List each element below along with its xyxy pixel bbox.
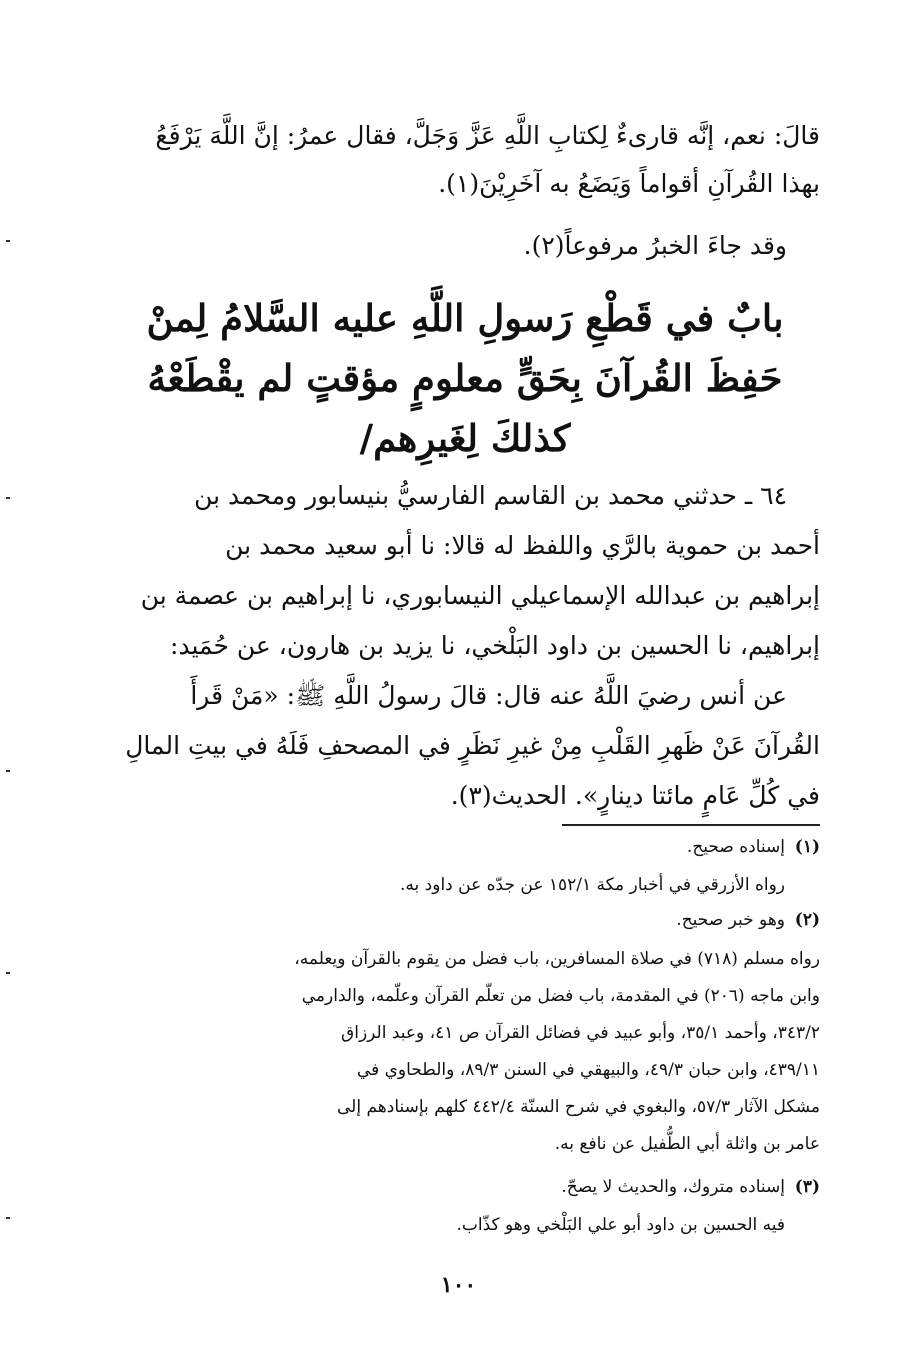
hadith-line: عن أنس رضيَ اللَّهُ عنه قال: قالَ رسولُ اللَّهِ ﷺ: «مَنْ قَرأَ	[190, 681, 787, 710]
footnote-line: مشكل الآثار ٥٧/٣، والبغوي في شرح السنّة ٤٤٢/٤ كلهم بإسنادهم إلى	[337, 1097, 820, 1117]
footnote-mark: (٣)	[794, 1177, 820, 1197]
scan-mark	[6, 240, 10, 242]
chapter-title-line: كذلكَ لِغَيرِهم/	[359, 416, 571, 460]
hadith-line: أحمد بن حموية بالرَّي واللفظ له قالا: نا أبو سعيد محمد بن	[225, 531, 820, 560]
page-number: ١٠٠	[440, 1272, 477, 1298]
footnote-mark: (٢)	[794, 910, 820, 930]
hadith-line: في كُلِّ عَامٍ مائتا دينارٍ». الحديث(٣).	[450, 781, 820, 810]
chapter-title-line: حَفِظَ القُرآنَ بِحَقٍّ معلومٍ مؤقتٍ لم يقْطَعْهُ	[147, 356, 783, 400]
footnote-line: رواه مسلم (٧١٨) في صلاة المسافرين، باب فضل من يقوم بالقرآن ويعلمه،	[294, 949, 820, 969]
text-line: بهذا القُرآنِ أقواماً وَيَضَعُ به آخَرِيْنَ(١).	[438, 169, 820, 198]
footnote-line: ٤٣٩/١١، وابن حبان ٤٩/٣، والبيهقي في السنن ٨٩/٣، والطحاوي في	[356, 1060, 820, 1080]
footnote-line: ٣٤٣/٢، وأحمد ٣٥/١، وأبو عبيد في فضائل القرآن ص ٤١، وعبد الرزاق	[341, 1023, 820, 1043]
hadith-line: ٦٤ ـ حدثني محمد بن القاسم الفارسيُّ بنيسابور ومحمد بن	[194, 481, 787, 510]
footnote-line: فيه الحسين بن داود أبو علي البَلْخي وهو كذّاب.	[456, 1215, 785, 1235]
footnote-line: إسناده صحيح.	[686, 837, 785, 857]
text-line: قالَ: نعم، إنَّه قارىءٌ لِكتابِ اللَّهِ عَزَّ وَجَلَّ، فقال عمرُ: إنَّ اللَّهَ يَرْفَعُ	[155, 121, 820, 150]
chapter-title-line: بابٌ في قَطْعِ رَسولِ اللَّهِ عليه السَّلامُ لِمنْ	[146, 296, 784, 340]
footnote-line: عامر بن واثلة أبي الطُّفيل عن نافع به.	[554, 1134, 820, 1154]
scan-mark	[6, 770, 10, 772]
text-line: وقد جاءَ الخبرُ مرفوعاً(٢).	[523, 231, 787, 260]
footnote-line: وابن ماجه (٢٠٦) في المقدمة، باب فضل من تعلّم القرآن وعلّمه، والدارمي	[301, 986, 820, 1006]
scan-mark	[6, 1217, 10, 1219]
hadith-line: إبراهيم بن عبدالله الإسماعيلي النيسابوري، نا إبراهيم بن عصمة بن	[140, 581, 820, 610]
footnote-mark: (١)	[794, 837, 820, 857]
hadith-line: القُرآنَ عَنْ ظَهرِ القَلْبِ مِنْ غيرِ نَظَرٍ في المصحفِ فَلَهُ في بيتِ المالِ	[125, 731, 820, 760]
scan-mark	[6, 497, 10, 499]
footnote-line: إسناده متروك، والحديث لا يصحّ.	[561, 1177, 785, 1197]
footnote-line: وهو خبر صحيح.	[676, 910, 785, 930]
footnote-line: رواه الأزرقي في أخبار مكة ١٥٢/١ عن جدّه عن داود به.	[400, 875, 785, 895]
footnote-separator	[562, 824, 820, 826]
scan-mark	[6, 972, 10, 974]
hadith-line: إبراهيم، نا الحسين بن داود البَلْخي، نا يزيد بن هارون، عن حُمَيد:	[169, 631, 820, 660]
